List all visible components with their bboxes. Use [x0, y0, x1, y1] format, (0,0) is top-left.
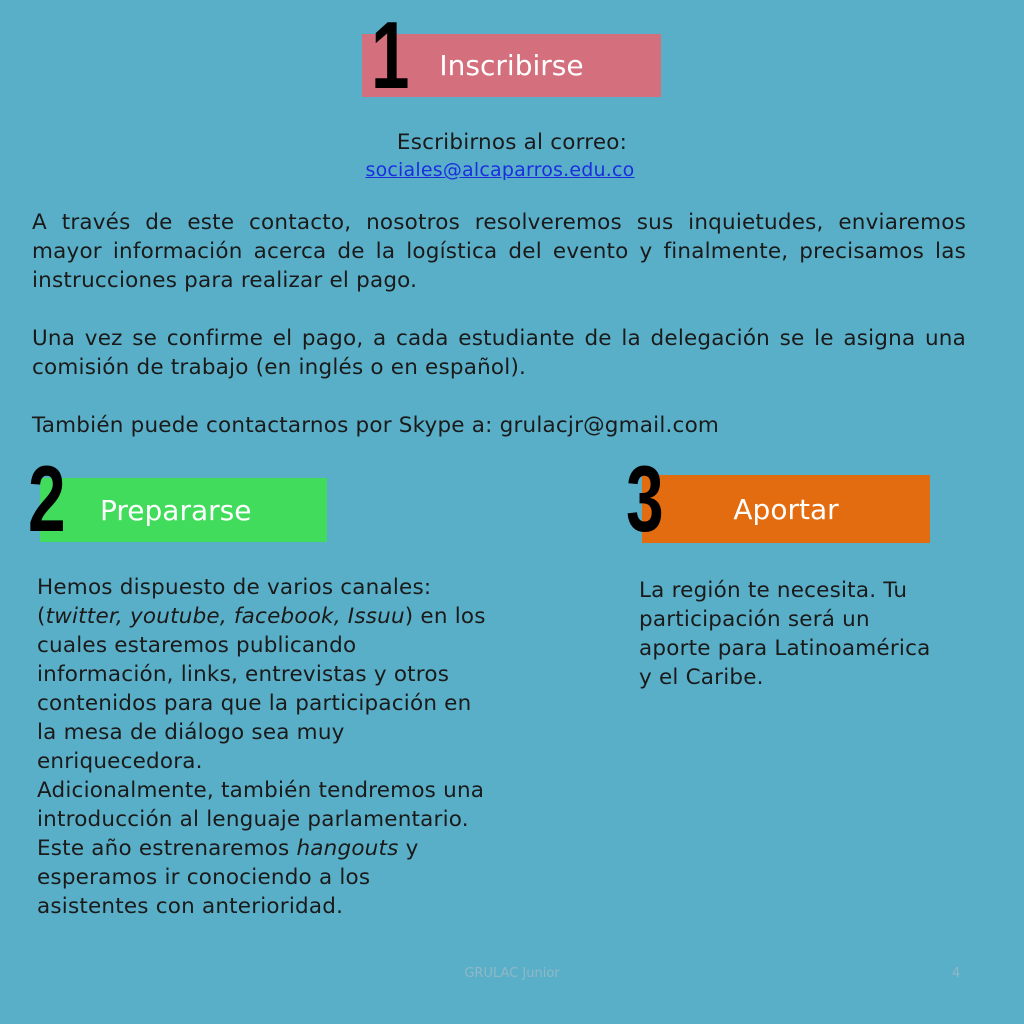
step-2-line-3-pre: Este año estrenaremos: [37, 836, 297, 861]
contact-intro: [0, 128, 1024, 157]
step-2-line-1: Hemos dispuesto de varios canales:: [37, 575, 432, 600]
email-link[interactable]: sociales@alcaparros.edu.co: [365, 159, 635, 181]
hangouts-term: hangouts: [296, 836, 399, 861]
step-2-para-1: [37, 573, 487, 776]
step-2-description: [37, 573, 487, 921]
step-1-para-2: Una vez se confirme el pago, a cada estudiante de la delegación se le asigna una comisión de trabajo (en inglés o en español).: [32, 326, 966, 380]
step-1-description: [32, 208, 966, 440]
step-3-number: 3: [626, 446, 664, 551]
contact-intro-text: Escribirnos al correo:: [396, 130, 628, 155]
step-1-number: 1: [371, 2, 410, 109]
step-3-banner: [642, 475, 930, 543]
channels-list: twitter, youtube, facebook, Issuu: [45, 604, 405, 629]
footer-center: GRULAC Junior: [464, 966, 560, 981]
step-1-para-3: También puede contactarnos por Skype a: grulacjr@gmail.com: [32, 413, 720, 438]
step-2-para-3: [37, 834, 487, 921]
page-number: 4: [952, 966, 961, 981]
step-3-text: La región te necesita. Tu participación será un aporte para Latinoamérica y el Caribe.: [639, 578, 931, 690]
step-2-line-3-post: y esperamos ir conociendo a los asistentes con anterioridad.: [37, 836, 419, 919]
step-1-title: Inscribirse: [439, 49, 584, 82]
step-2-title: Prepararse: [100, 493, 252, 527]
step-2-number: 2: [28, 446, 66, 551]
step-3-description: [639, 576, 939, 692]
step-2-banner: [40, 478, 327, 542]
channels-rest: ) en los cuales estaremos publicando información, links, entrevistas y otros contenidos para que la participación en la mesa de diálogo sea muy enriquecedora.: [37, 604, 486, 774]
channels-open: (: [37, 604, 46, 629]
step-3-title: Aportar: [733, 492, 839, 526]
step-1-para-1: A través de este contacto, nosotros resolveremos sus inquietudes, enviaremos mayor información acerca de la logística del evento y finalmente, precisamos las instrucciones para realizar el pago.: [32, 210, 966, 293]
email-link-container: [0, 157, 1000, 183]
step-2-para-2: Adicionalmente, también tendremos una introducción al lenguaje parlamentario.: [37, 778, 485, 832]
